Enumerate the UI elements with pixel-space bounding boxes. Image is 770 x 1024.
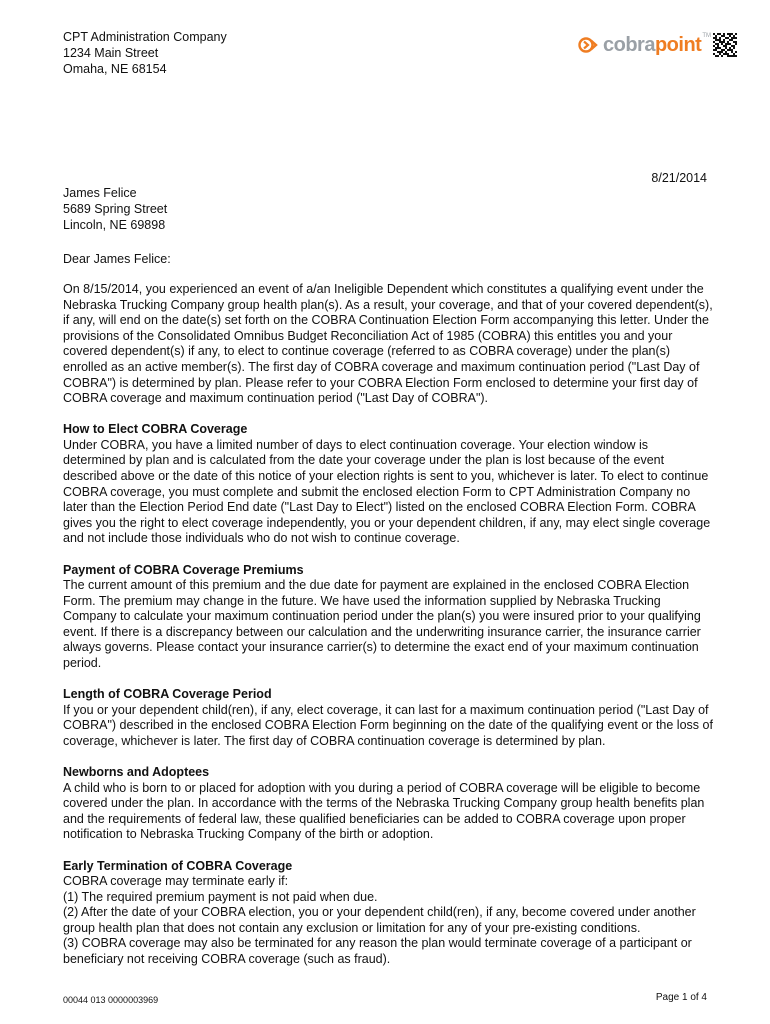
termination-item: (1) The required premium payment is not paid when due. xyxy=(63,889,378,904)
section-heading: Payment of COBRA Coverage Premiums xyxy=(63,562,304,577)
recipient-address xyxy=(63,185,167,233)
sender-name: CPT Administration Company xyxy=(63,30,227,44)
section-newborns-adoptees xyxy=(63,765,713,843)
termination-lead: COBRA coverage may terminate early if: xyxy=(63,874,289,889)
section-heading: Length of COBRA Coverage Period xyxy=(63,687,272,702)
section-text: The current amount of this premium and the due date for payment are explained in the enclosed COBRA Election Form. The premium may change in the future. We have used the information supplied by Nebraska Trucking Company to calculate your maximum continuation period under the plan(s) you were insured prior to your qualifying event. If there is a discrepancy between our calculation and the underwriting insurance carrier, the insurance carrier always governs. Please contact your insurance carrier(s) to determine the exact end of your maximum continuation period. xyxy=(63,578,701,671)
recipient-name: James Felice xyxy=(63,186,137,200)
cobrapoint-logo xyxy=(578,33,737,57)
section-heading: Newborns and Adoptees xyxy=(63,765,210,780)
logo-point-text: point xyxy=(654,34,702,56)
section-text: If you or your dependent child(ren), if any, elect coverage, it can last for a maximum continuation period ("Last Day of COBRA") described in the enclosed COBRA Election Form beginning on the date of the qualifying event or the loss of coverage, whichever is later. The first day of COBRA continuation coverage is determined by plan. xyxy=(63,702,713,748)
termination-item: (3) COBRA coverage may also be terminated for any reason the plan would terminate coverage of a participant or beneficiary not receiving COBRA coverage (such as fraud). xyxy=(63,936,692,967)
page-number: Page 1 of 4 xyxy=(655,992,707,1003)
termination-item: (2) After the date of your COBRA election, you or your dependent child(ren), if any, become covered under another group health plan that does not contain any exclusion or limitation for any of your pre-existing conditions. xyxy=(63,905,696,935)
letter-date: 8/21/2014 xyxy=(651,171,707,185)
letter-body xyxy=(63,282,713,983)
logo-trademark: TM xyxy=(702,33,712,39)
section-text: A child who is born to or placed for adoption with you during a period of COBRA coverage will be eligible to become covered under the plan. In accordance with the terms of the Nebraska Trucking Company group health benefits plan and the requirements of federal law, these qualified beneficiaries can be added to COBRA coverage upon proper notification to Nebraska Trucking Company of the birth or adoption. xyxy=(63,780,705,842)
cobrapoint-chevron-icon xyxy=(578,37,600,53)
section-text: Under COBRA, you have a limited number of days to elect continuation coverage. Your election window is determined by plan and is calculated from the date your coverage under the plan is lost because of the event described above or the date of this notice of your election rights is sent to you, whichever is later. To elect to continue COBRA coverage, you must complete and submit the enclosed election Form to CPT Administration Company no later than the Election Period End date ("Last Day to Elect") listed on the enclosed COBRA Election Form. COBRA gives you the right to elect coverage independently, you or your dependent children, if any, may elect single coverage and not include those individuals who do not wish to continue coverage. xyxy=(63,437,711,546)
logo-wordmark xyxy=(603,35,701,55)
section-premium-payment xyxy=(63,563,713,672)
intro-paragraph: On 8/15/2014, you experienced an event of a/an Ineligible Dependent which constitutes a qualifying event under the Nebraska Trucking Company group health plan(s). As a result, your coverage, and that of your covered dependent(s), if any, will end on the date(s) set forth on the COBRA Continuation Election Form accompanying this letter. Under the provisions of the Consolidated Omnibus Budget Reconciliation Act of 1985 (COBRA) this entitles you and your covered dependent(s) if any, to elect to continue coverage (referred to as COBRA coverage) under the plan(s) enrolled as an active member(s). The first day of COBRA coverage and maximum continuation period ("Last Day of COBRA") is determined by plan. Please refer to your COBRA Election Form enclosed to determine your first day of COBRA coverage and maximum continuation period ("Last Day of COBRA"). xyxy=(63,282,713,406)
section-coverage-length xyxy=(63,687,713,749)
qr-code-icon xyxy=(713,33,737,57)
sender-city: Omaha, NE 68154 xyxy=(63,62,167,76)
sender-address xyxy=(63,29,227,77)
salutation: Dear James Felice: xyxy=(63,252,171,266)
section-heading: Early Termination of COBRA Coverage xyxy=(63,858,293,873)
document-code: 00044 013 0000003969 xyxy=(63,995,159,1005)
recipient-street: 5689 Spring Street xyxy=(63,202,168,216)
section-early-termination xyxy=(63,859,713,968)
section-how-to-elect xyxy=(63,422,713,547)
sender-street: 1234 Main Street xyxy=(63,46,159,60)
logo-cobra-text: cobra xyxy=(603,34,655,56)
section-heading: How to Elect COBRA Coverage xyxy=(63,422,248,437)
recipient-city: Lincoln, NE 69898 xyxy=(63,218,166,232)
